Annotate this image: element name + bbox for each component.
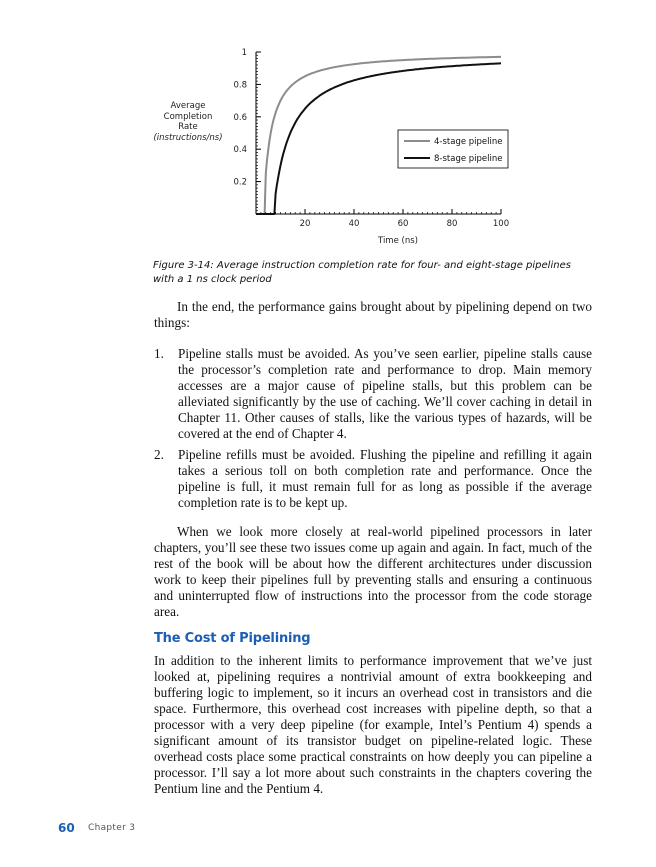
paragraph-intro: In the end, the performance gains brought about by pipelining depend on two things: (154, 299, 592, 330)
list-item (154, 346, 592, 442)
legend-entry: 8-stage pipeline (434, 154, 503, 164)
numbered-list (154, 346, 592, 511)
legend-entry: 4-stage pipeline (434, 137, 503, 147)
list-item-number: 2. (154, 447, 164, 462)
x-tick-label: 80 (446, 219, 458, 229)
list-item-text: Pipeline refills must be avoided. Flushing the pipeline and refilling it again takes a serious toll on both completion rate and performance. Once the pipeline is full, it must remain full for as long as possible if the average completion rate is to be kept up. (178, 447, 592, 510)
list-item (154, 447, 592, 511)
chapter-label: Chapter 3 (88, 823, 136, 833)
y-tick-label: 0.6 (233, 112, 247, 123)
completion-rate-chart (0, 0, 656, 250)
y-axis-label-line: (instructions/ns) (153, 132, 223, 143)
figure-caption: Figure 3-14: Average instruction completion rate for four- and eight-stage pipelines with a 1 ns clock period (153, 260, 571, 285)
x-tick-label: 60 (397, 219, 409, 229)
section-heading: The Cost of Pipelining (154, 631, 311, 646)
y-axis-label-line: Rate (178, 122, 198, 132)
y-tick-label: 1 (241, 48, 247, 58)
x-tick-label: 40 (348, 219, 360, 229)
list-item-text: Pipeline stalls must be avoided. As you’ve seen earlier, pipeline stalls cause the processor’s completion rate and performance to drop. Main memory accesses are a major cause of pipeline stalls, but this problem can be alleviated significantly by the use of caching. We’ll cover caching in detail in Chapter 11. Other causes of stalls, like the various types of hazards, will be covered at the end of Chapter 4. (178, 346, 592, 441)
x-axis-label: Time (ns) (378, 236, 418, 246)
page-number: 60 (58, 821, 75, 835)
y-axis-label-line: Average (170, 101, 206, 111)
x-tick-label: 20 (299, 219, 311, 229)
y-axis-label-line: Completion (163, 111, 213, 122)
x-tick-label: 100 (492, 219, 510, 229)
list-item-number: 1. (154, 346, 164, 361)
paragraph-real-world: When we look more closely at real-world pipelined processors in later chapters, you’ll see these two issues come up again and again. In fact, much of the rest of the book will be about how the different architectures under discussion work to keep their pipelines full by preventing stalls and ensuring a continuous and uninterrupted flow of instructions into the processor from the code storage area. (154, 524, 592, 619)
paragraph-cost: In addition to the inherent limits to performance improvement that we’ve just looked at, pipelining requires a nontrivial amount of extra bookkeeping and buffering logic to implement, so it incurs an overhead cost in transistors and die space. Furthermore, this overhead cost increases with pipeline depth, so that a processor with a very deep pipeline (for example, Intel’s Pentium 4) spends a significant amount of its transistor budget on pipeline-related logic. These overhead costs place some practical constraints on how deeply you can pipeline a processor. I’ll say a lot more about such constraints in the chapters covering the Pentium line and the Pentium 4. (154, 653, 592, 796)
y-tick-label: 0.8 (233, 80, 247, 91)
y-tick-label: 0.4 (233, 145, 247, 156)
y-tick-label: 0.2 (233, 177, 247, 188)
